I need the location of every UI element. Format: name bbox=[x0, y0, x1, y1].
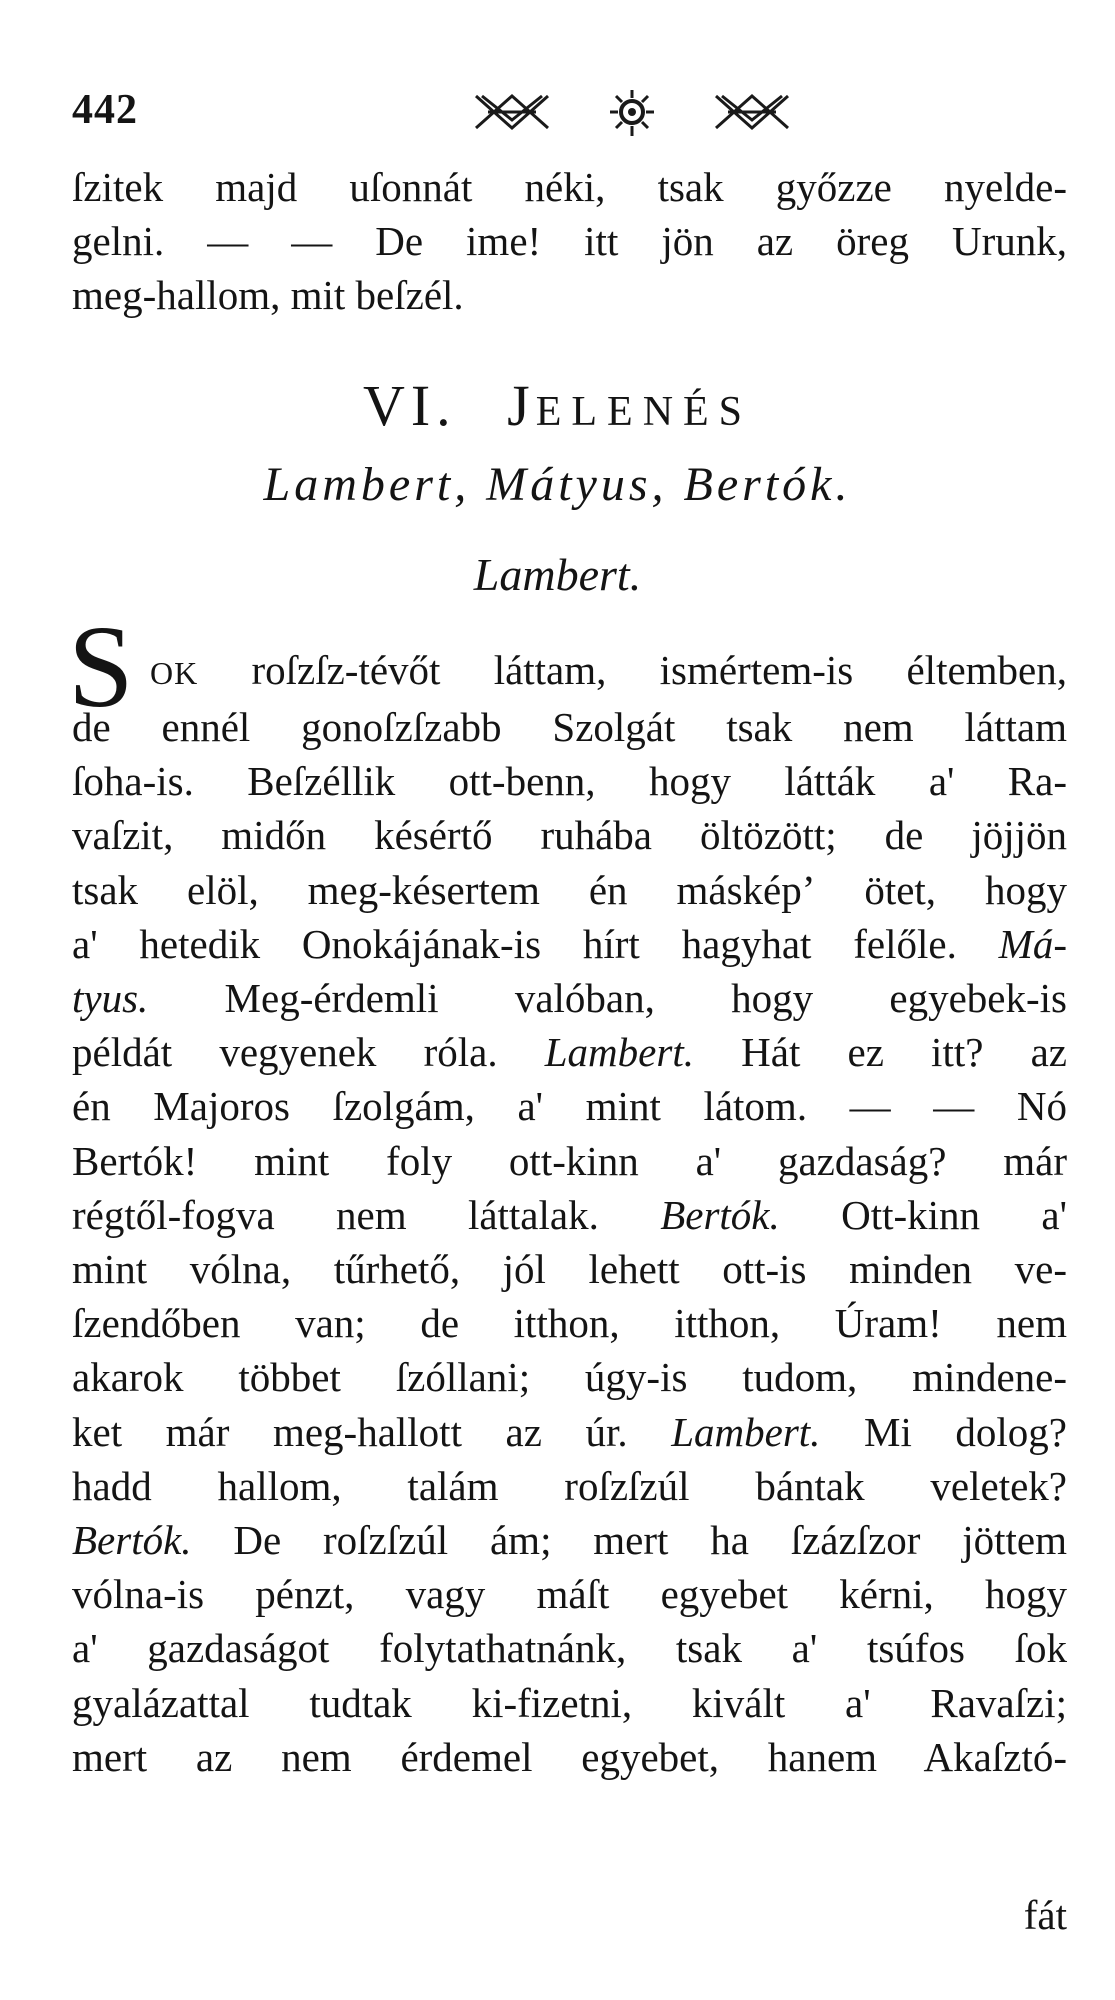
speaker-inline: Lambert. bbox=[497, 1029, 694, 1076]
text-line bbox=[72, 700, 1067, 754]
line-text: példát vegyenek róla. bbox=[72, 1029, 498, 1076]
line-text: régtől-fogva nem láttalak. bbox=[72, 1191, 599, 1238]
scene-title-rest: ELENÉS bbox=[535, 389, 753, 435]
line-text: vaſzit, midőn késértő ruhába öltözött; de jöjjön bbox=[72, 812, 1067, 859]
line-text: Ott-kinn a' bbox=[779, 1191, 1067, 1238]
line-text: de ennél gonoſzſzabb Szolgát tsak nem láttam bbox=[72, 704, 1067, 750]
text-line bbox=[72, 1296, 1067, 1350]
text-line bbox=[72, 1405, 1067, 1459]
dramatis-personae: Lambert, Mátyus, Bertók. bbox=[263, 458, 852, 511]
line-text: akarok többet ſzóllani; úgy-is tudom, mindene- bbox=[72, 1354, 1067, 1401]
text-line bbox=[72, 863, 1067, 917]
text-line bbox=[72, 1676, 1067, 1730]
text-line bbox=[72, 971, 1067, 1025]
scene-numeral: VI. bbox=[362, 373, 457, 438]
line-text: Mi dolog? bbox=[820, 1408, 1067, 1455]
running-header bbox=[72, 86, 1062, 142]
line-text: ſzendőben van; de itthon, itthon, Úram! nem bbox=[72, 1300, 1067, 1347]
line-text: tsak elöl, meg-késertem én másképʼ ötet, hogy bbox=[72, 866, 1067, 913]
text-line bbox=[72, 917, 1067, 971]
line-text: hadd hallom, talám roſzſzúl bántak veletek? bbox=[72, 1462, 1067, 1509]
text-line bbox=[150, 643, 1067, 697]
text-line bbox=[72, 1350, 1067, 1404]
text-line bbox=[72, 1730, 1067, 1784]
first-line-rest: roſzſz-tévőt láttam, ismértem-is éltemben, bbox=[198, 647, 1067, 693]
header-ornaments bbox=[472, 88, 812, 144]
speaker-inline: Lambert. bbox=[627, 1408, 821, 1455]
small-caps-start: OK bbox=[150, 655, 199, 691]
text-line bbox=[72, 1134, 1067, 1188]
text-line: ſzitek majd uſonnát néki, tsak győzze nyelde- bbox=[72, 164, 1067, 210]
text-line bbox=[72, 1621, 1067, 1675]
text-line bbox=[72, 1025, 1067, 1079]
line-text: én Majoros ſzolgám, a' mint látom. — — Nó bbox=[72, 1083, 1067, 1130]
line-text: gyalázattal tudtak ki-fizetni, kivált a' Ravaſzi; bbox=[72, 1679, 1067, 1726]
speaker-inline: Bertók. bbox=[72, 1517, 192, 1563]
scene-title-initial: J bbox=[507, 373, 536, 438]
text-line bbox=[72, 1567, 1067, 1621]
text-line bbox=[72, 1188, 1067, 1242]
speaker-inline: tyus. bbox=[72, 975, 149, 1021]
line-text: vólna-is pénzt, vagy máſt egyebet kérni, hogy bbox=[72, 1571, 1067, 1618]
scene-heading bbox=[0, 372, 1115, 439]
text-line bbox=[72, 754, 1067, 808]
text-line bbox=[72, 1242, 1067, 1296]
drop-cap: S bbox=[68, 601, 134, 732]
text-line bbox=[72, 1459, 1067, 1513]
speaker-name: Lambert. bbox=[473, 549, 642, 600]
line-text: Meg-érdemli valóban, hogy egyebek-is bbox=[148, 975, 1067, 1021]
text-line: gelni. — — De ime! itt jön az öreg Urunk, bbox=[72, 218, 1067, 264]
line-text: Hát ez itt? az bbox=[693, 1029, 1067, 1076]
line-text: mint vólna, tűrhető, jól lehett ott-is minden ve- bbox=[72, 1246, 1067, 1292]
text-line bbox=[72, 1513, 1067, 1567]
speaker-inline: Bertók. bbox=[598, 1191, 780, 1238]
line-text: a' gazdaságot folytathatnánk, tsak a' tsúfos ſok bbox=[72, 1625, 1067, 1672]
line-text: De roſzſzúl ám; mert ha ſzázſzor jöttem bbox=[191, 1517, 1067, 1563]
line-text: ket már meg-hallott az úr. bbox=[72, 1408, 628, 1455]
center-rosette-icon bbox=[602, 88, 662, 140]
right-ornament-icon bbox=[712, 88, 792, 138]
speaker-inline: Má- bbox=[956, 920, 1067, 967]
line-text: Bertók! mint foly ott-kinn a' gazdaság? már bbox=[72, 1137, 1067, 1184]
page-number: 442 bbox=[72, 87, 138, 133]
line-text: ſoha-is. Beſzéllik ott-benn, hogy látták a' Ra- bbox=[72, 758, 1067, 805]
left-ornament-icon bbox=[472, 88, 552, 138]
line-text: a' hetedik Onokájának-is hírt hagyhat felőle. bbox=[72, 920, 957, 967]
text-line bbox=[72, 808, 1067, 862]
line-text: mert az nem érdemel egyebet, hanem Akaſztó- bbox=[72, 1733, 1067, 1780]
catchword: fát bbox=[1023, 1892, 1067, 1938]
text-line: meg-hallom, mit beſzél. bbox=[72, 272, 464, 318]
text-line bbox=[72, 1079, 1067, 1133]
